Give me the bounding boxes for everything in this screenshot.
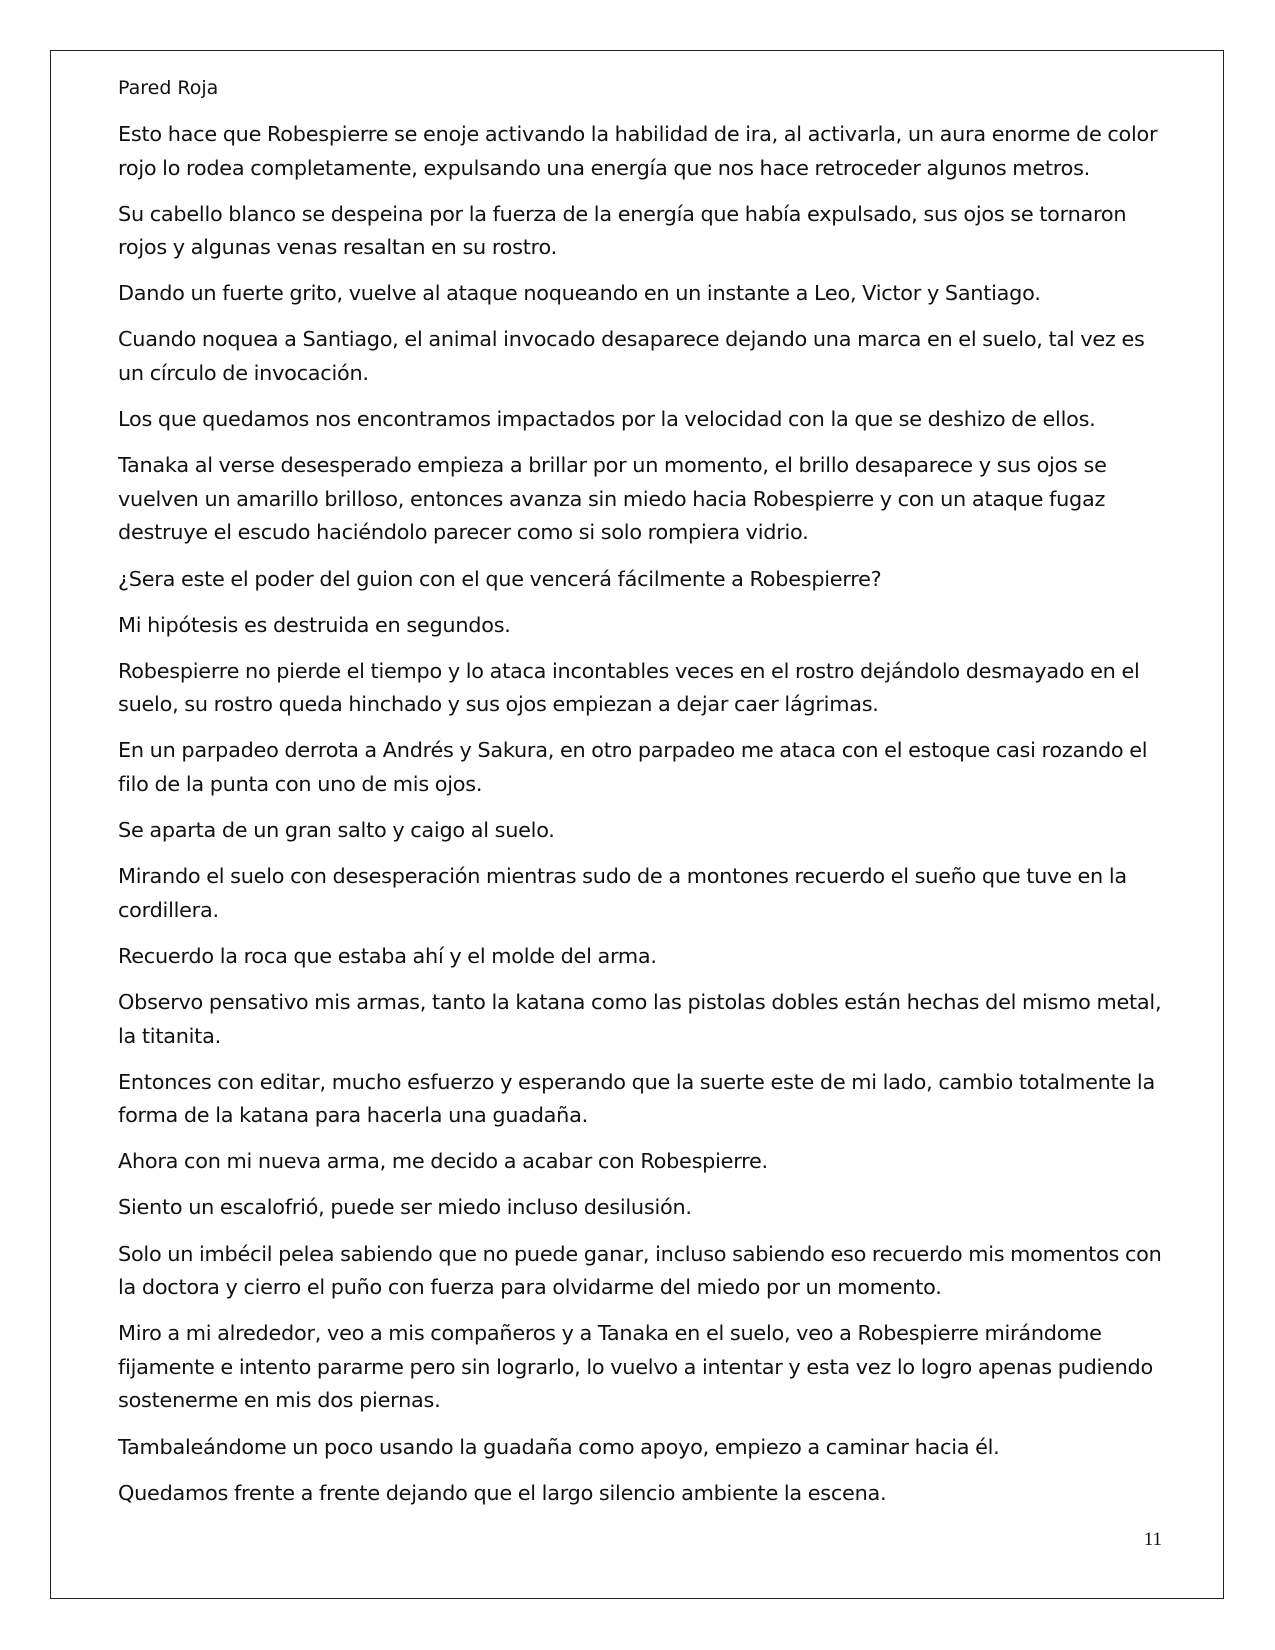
page-number: 11 — [1143, 1529, 1162, 1550]
paragraph: Recuerdo la roca que estaba ahí y el molde del arma. — [118, 943, 657, 968]
paragraph: Miro a mi alrededor, veo a mis compañeros y a Tanaka en el suelo, veo a Robespierre mirándome fijamente e intento pararme pero sin lograrlo, lo vuelvo a intentar y esta vez lo logro apenas pudiendo sostenerme en mis dos piernas. — [118, 1321, 1153, 1413]
paragraph: Se aparta de un gran salto y caigo al suelo. — [118, 818, 555, 843]
paragraph: Entonces con editar, mucho esfuerzo y esperando que la suerte este de mi lado, cambio totalmente la forma de la katana para hacerla una guadaña. — [118, 1069, 1155, 1128]
paragraph: Quedamos frente a frente dejando que el largo silencio ambiente la escena. — [118, 1480, 887, 1505]
paragraph: Tambaleándome un poco usando la guadaña como apoyo, empiezo a caminar hacia él. — [118, 1434, 1000, 1459]
paragraph: Siento un escalofrió, puede ser miedo incluso desilusión. — [118, 1195, 692, 1220]
paragraph: Observo pensativo mis armas, tanto la katana como las pistolas dobles están hechas del mismo metal, la titanita. — [118, 989, 1162, 1048]
paragraph: Los que quedamos nos encontramos impactados por la velocidad con la que se deshizo de ellos. — [118, 407, 1096, 432]
paragraph: Mi hipótesis es destruida en segundos. — [118, 612, 511, 637]
paragraph: ¿Sera este el poder del guion con el que vencerá fácilmente a Robespierre? — [118, 566, 882, 591]
paragraph: Ahora con mi nueva arma, me decido a acabar con Robespierre. — [118, 1149, 768, 1174]
paragraph: En un parpadeo derrota a Andrés y Sakura, en otro parpadeo me ataca con el estoque casi rozando el filo de la punta con uno de mis ojos. — [118, 738, 1148, 796]
paragraph: Mirando el suelo con desesperación mientras sudo de a montones recuerdo el sueño que tuve en la cordillera. — [118, 864, 1127, 922]
paragraph: Tanaka al verse desesperado empieza a brillar por un momento, el brillo desaparece y sus ojos se vuelven un amarillo brilloso, entonces avanza sin miedo hacia Robespierre y con un ataque fugaz destruye el escudo haciéndolo parecer como si solo rompiera vidrio. — [118, 453, 1107, 545]
running-header: Pared Roja — [118, 77, 219, 99]
paragraph: Cuando noquea a Santiago, el animal invocado desaparece dejando una marca en el suelo, tal vez es un círculo de invocación. — [118, 327, 1145, 386]
paragraph: Solo un imbécil pelea sabiendo que no puede ganar, incluso sabiendo eso recuerdo mis momentos con la doctora y cierro el puño con fuerza para olvidarme del miedo por un momento. — [118, 1241, 1162, 1300]
paragraph: Dando un fuerte grito, vuelve al ataque noqueando en un instante a Leo, Victor y Santiago. — [118, 281, 1041, 306]
paragraph: Robespierre no pierde el tiempo y lo ataca incontables veces en el rostro dejándolo desmayado en el suelo, su rostro queda hinchado y sus ojos empiezan a dejar caer lágrimas. — [118, 658, 1140, 717]
paragraph: Su cabello blanco se despeina por la fuerza de la energía que había expulsado, sus ojos se tornaron rojos y algunas venas resaltan en su rostro. — [118, 201, 1127, 260]
paragraph: Esto hace que Robespierre se enoje activando la habilidad de ira, al activarla, un aura enorme de color rojo lo rodea completamente, expulsando una energía que nos hace retroceder algunos metros. — [118, 122, 1158, 180]
body-text — [118, 118, 1170, 1523]
